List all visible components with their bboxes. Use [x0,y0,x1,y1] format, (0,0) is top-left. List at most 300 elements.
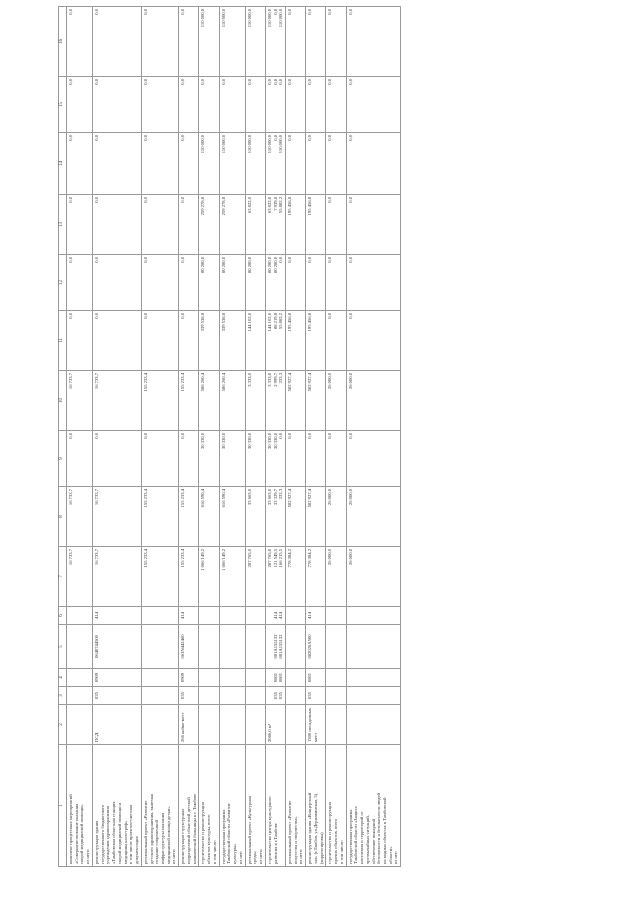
amount-cell [265,487,285,547]
amount-value: 0,0 [200,79,206,85]
amount-value: 0,0 [68,313,73,319]
header-cell: 14 [59,133,67,195]
amount-cell [306,371,326,431]
row-name-line: безопасности и безопасности людей [376,793,382,864]
row-name-line: из него: [298,848,304,864]
code-value: ПСД [93,732,99,742]
code-cell-c3 [346,687,401,705]
amount-value: 26 000,0 [347,373,353,390]
code-value: 0801 [307,672,313,683]
row-name-cell [306,745,326,867]
amount-cell [67,487,93,547]
amount-value: 88 219,8 [272,313,278,330]
amount-value: 586 260,4 [220,373,226,392]
amount-cell [346,431,401,487]
amount-value: 616 590,4 [200,489,206,508]
amount-cell [326,255,346,311]
amount-cell [141,195,178,255]
code-cell-c4 [67,669,93,687]
amount-cell [326,133,346,195]
code-cell-c4 [199,669,219,687]
code-value: 081A155132 [272,634,278,659]
code-cell-c5 [245,625,265,669]
row-name-line: чрезвычайных ситуаций, [364,815,370,864]
amount-value: 259 278,8 [200,197,206,216]
amount-value: 0,0 [272,79,278,85]
amount-cell [245,371,265,431]
amount-cell [179,487,199,547]
row-name-cell [346,745,401,867]
row-name-line: документация [134,836,140,864]
amount-value: 287 765,0 [266,549,272,568]
amount-cell [67,7,93,77]
amount-value: 0,0 [327,197,333,203]
code-cell-c5 [285,625,305,669]
row-name-line: объектов культуры, всего [206,814,212,864]
amount-value: 0,0 [142,433,148,439]
code-value: 035 [272,692,278,699]
code-cell-c4 [92,669,141,687]
amount-value: 0,0 [93,9,99,15]
row-name-line: населения и территорий от [359,811,365,864]
row-name-line: клинической больницы в г. Тамбове [191,793,197,864]
amount-cell [245,255,265,311]
row-name-line: строительство центра культурного [266,796,272,864]
amount-value: 0,0 [220,79,226,85]
amount-cell [141,255,178,311]
amount-cell [245,195,265,255]
amount-value: 110 000,0 [220,135,226,154]
amount-cell [92,255,141,311]
header-cell: 1 [59,745,67,867]
amount-cell [199,195,219,255]
amount-value: 80 280,0 [272,257,278,274]
amount-cell [265,77,285,133]
row-name-cell [245,745,265,867]
amount-value: 0,0 [307,257,313,263]
header-cell: 15 [59,77,67,133]
table-row [199,7,219,867]
amount-cell [219,547,245,607]
code-cell-c4 [245,669,265,687]
amount-cell [306,7,326,77]
row-name-line: строительство и реконструкция [327,802,333,864]
amount-value: 16 733,7 [93,549,99,566]
amount-cell [346,133,401,195]
code-cell-c5 [346,625,401,669]
amount-value: 0,0 [327,433,333,439]
amount-cell [199,77,219,133]
row-name-line: искусства и творчества» [292,816,298,864]
row-name-line: обеспечение пожарной [370,819,376,864]
amount-cell [245,77,265,133]
amount-cell [285,133,305,195]
code-cell-c6 [285,607,305,625]
amount-cell [306,487,326,547]
amount-cell [306,77,326,133]
row-name-line: области» [387,846,393,864]
amount-value: 195 456,8 [286,197,292,216]
amount-value: 7 939,8 [272,197,278,211]
amount-value: 55 882,2 [278,313,284,330]
amount-cell [245,311,265,371]
amount-value: 0,0 [93,197,99,203]
code-cell-c2 [265,705,285,745]
code-cell-c4 [326,669,346,687]
row-name-line: комплекс процессных мероприятий [68,794,73,864]
amount-value: 195 456,8 [307,197,313,216]
budget-table [58,6,401,867]
amount-cell [346,547,401,607]
code-cell-c5 [92,625,141,669]
amount-value: 0,0 [347,9,353,15]
amount-value: 30 330,0 [272,433,278,450]
amount-value: 0,0 [180,313,186,319]
row-name-line: государственного бюджетного [99,804,105,864]
amount-cell [346,487,401,547]
amount-cell [219,487,245,547]
amount-cell [346,255,401,311]
amount-cell [326,431,346,487]
amount-value: 0,0 [347,197,353,203]
amount-value: 144 102,0 [246,313,252,332]
amount-value: 0,0 [286,257,292,263]
amount-value: 16 733,7 [68,549,73,566]
row-name-line: детского здравоохранения, включая [148,794,154,864]
amount-value: 155 233,4 [142,489,148,508]
amount-value: 1 066 149,2 [200,549,206,571]
amount-value: 0,0 [307,433,313,439]
amount-value: 16 733,7 [93,489,99,506]
amount-cell [199,371,219,431]
code-value: 035 [278,692,284,699]
amount-cell [306,133,326,195]
code-cell-c2 [141,705,178,745]
amount-value: 80 280,0 [246,257,252,274]
amount-value: 0,0 [286,433,292,439]
code-cell-c4 [179,669,199,687]
amount-cell [199,547,219,607]
table-row [306,7,326,867]
amount-value: 778 384,2 [286,549,292,568]
amount-cell [285,371,305,431]
amount-value: 0,0 [278,433,284,439]
row-name-line: региональный проект «Развитие [142,800,148,864]
code-cell-c5 [306,625,326,669]
code-cell-c2 [245,705,265,745]
amount-cell [219,195,245,255]
amount-value: 0,0 [246,79,252,85]
header-cell: 16 [59,7,67,77]
amount-value: 0,0 [180,197,186,203]
amount-value: 0,0 [68,135,73,141]
row-name-line: региональный проект «Культурная [246,796,252,864]
row-name-line: государственная программа [347,809,353,864]
code-cell-c4 [265,669,285,687]
code-value: 081A155132 [278,634,284,659]
amount-value: 0,0 [278,257,284,263]
amount-cell [265,255,285,311]
amount-cell [346,371,401,431]
amount-value: 339 538,8 [200,313,206,332]
amount-value: 0,0 [327,79,333,85]
amount-value: 0,0 [307,79,313,85]
code-cell-c5 [326,625,346,669]
code-cell-c5 [179,625,199,669]
amount-cell [265,431,285,487]
amount-value: 80 280,0 [220,257,226,274]
amount-cell [199,431,219,487]
amount-value: 3 333,0 [266,373,272,387]
amount-value: 110 000,0 [246,9,252,28]
code-cell-c3 [179,687,199,705]
row-name-line: инфраструктуры оказания [160,812,166,864]
amount-value: 586 260,4 [200,373,206,392]
amount-value: 582 927,4 [307,373,313,392]
amount-value: 1 066 149,2 [220,549,226,571]
amount-cell [67,133,93,195]
row-name-line: медицины катастроф» [122,820,128,864]
amount-value: 333,3 [278,373,284,384]
row-name-line: Тамбовской области «Развитие [226,803,232,864]
amount-cell [285,77,305,133]
code-value: 0909 [93,672,99,683]
amount-value: 0,0 [142,197,148,203]
amount-cell [179,547,199,607]
amount-cell [265,7,285,77]
amount-cell [67,547,93,607]
code-cell-c4 [141,669,178,687]
amount-value: 155 233,4 [180,489,186,508]
amount-value: 0,0 [93,257,99,263]
amount-cell [306,255,326,311]
code-value: 414 [272,612,278,619]
amount-value: 110 000,0 [266,9,272,28]
amount-cell [199,311,219,371]
amount-value: 0,0 [93,313,99,319]
amount-cell [285,487,305,547]
amount-cell [245,133,265,195]
amount-cell [245,7,265,77]
amount-cell [92,133,141,195]
row-name-line: из него: [258,848,264,864]
code-cell-c3 [199,687,219,705]
amount-cell [219,431,245,487]
amount-cell [285,195,305,255]
code-cell-c3 [285,687,305,705]
amount-cell [179,7,199,77]
amount-value: 155 233,4 [180,549,186,568]
amount-value: 0,0 [272,9,278,15]
amount-value: 0,0 [286,79,292,85]
amount-cell [92,371,141,431]
amount-value: 0,0 [180,257,186,263]
amount-value: 0,0 [286,9,292,15]
code-value: 414 [307,612,313,619]
amount-cell [265,547,285,607]
amount-value: 287 765,0 [246,549,252,568]
amount-value: 0,0 [180,79,186,85]
amount-value: 155 233,4 [142,373,148,392]
amount-value: 110 000,0 [266,135,272,154]
code-cell-c6 [346,607,401,625]
amount-value: 0,0 [142,79,148,85]
code-cell-c6 [92,607,141,625]
code-cell-c3 [67,687,93,705]
code-cell-c3 [219,687,245,705]
amount-value: 155 233,4 [180,373,186,392]
code-cell-c6 [67,607,93,625]
amount-cell [285,431,305,487]
amount-cell [285,255,305,311]
amount-value: 0,0 [347,433,353,439]
row-name-line: скорой медицинской помощи и [116,802,122,864]
code-cell-c6 [306,607,326,625]
amount-value: 16 733,7 [68,373,73,390]
row-name-cell [326,745,346,867]
code-cell-c3 [265,687,285,705]
row-name-line: реконструкция здания «Концертный [307,792,313,864]
amount-cell [179,77,199,133]
row-name-cell [141,745,178,867]
amount-value: 0,0 [68,9,73,15]
row-name-line: скорой медицинской помощи» [79,804,85,864]
code-cell-c3 [326,687,346,705]
code-value: 0801 [278,672,284,683]
amount-cell [67,255,93,311]
amount-value: 616 590,4 [220,489,226,508]
code-cell-c6 [179,607,199,625]
amount-cell [141,7,178,77]
code-cell-c2 [179,705,199,745]
code-cell-c2 [92,705,141,745]
amount-cell [92,431,141,487]
table-row [179,7,199,867]
amount-cell [326,487,346,547]
amount-value: 0,0 [266,79,272,85]
row-name-line: подразделений областной детской [185,797,191,864]
header-cell: 12 [59,255,67,311]
code-value: 414 [278,612,284,619]
amount-value: 144 102,0 [266,313,272,332]
code-cell-c5 [265,625,285,669]
amount-cell [199,487,219,547]
amount-cell [219,311,245,371]
amount-cell [265,133,285,195]
amount-value: 33 663,0 [246,489,252,506]
amount-value: 80 280,0 [200,257,206,274]
row-name-cell [67,745,93,867]
amount-value: 166 215,5 [278,549,284,568]
code-cell-c6 [245,607,265,625]
amount-value: 0,0 [180,433,186,439]
row-name-line: из нее: [393,850,399,864]
amount-value: 110 000,0 [220,9,226,28]
amount-value: 0,0 [327,9,333,15]
amount-value: 582 927,4 [286,489,292,508]
amount-value: 26 000,0 [347,489,353,506]
amount-value: 16 733,7 [93,373,99,390]
code-cell-c4 [346,669,401,687]
amount-cell [141,311,178,371]
row-name-line: развития в г.Тамбове [272,823,278,864]
amount-cell [92,547,141,607]
amount-value: 0,0 [68,433,73,439]
code-cell-c5 [219,625,245,669]
amount-value: 0,0 [142,135,148,141]
amount-value: 110 000,0 [246,135,252,154]
header-cell: 3 [59,687,67,705]
code-cell-c5 [67,625,93,669]
amount-value: 0,0 [347,257,353,263]
table-row [346,7,401,867]
amount-value: 0,0 [307,9,313,15]
code-value: 0801 [272,672,278,683]
code-value: 035 [180,692,186,699]
amount-value: 0,0 [142,257,148,263]
amount-value: 30 330,0 [246,433,252,450]
amount-value: 0,0 [347,79,353,85]
table-row [219,7,245,867]
row-name-line: строительство и реконструкция [200,802,206,864]
row-name-line: реконструкция структурных [180,808,186,864]
amount-value: 30 330,0 [266,433,272,450]
code-cell-c3 [141,687,178,705]
amount-cell [67,77,93,133]
amount-value: 0,0 [142,9,148,15]
amount-value: 333,3 [278,489,284,500]
amount-cell [92,311,141,371]
code-value: 035 [93,692,99,699]
amount-value: 26 000,0 [327,373,333,390]
row-name-line: из него: [85,848,91,864]
amount-value: 0,0 [68,79,73,85]
header-cell: 11 [59,311,67,371]
row-name-line: из него: [171,848,177,864]
amount-cell [219,77,245,133]
amount-value: 55 882,2 [278,197,284,214]
table-row [265,7,285,867]
row-name-line: медицинской помощи детям» [165,806,171,864]
amount-value: 63 822,0 [246,197,252,214]
amount-value: 0,0 [93,135,99,141]
header-cell: 4 [59,669,67,687]
amount-cell [285,311,305,371]
amount-cell [67,195,93,255]
amount-value: 110 000,0 [278,9,284,28]
amount-cell [326,371,346,431]
row-name-line: региональный проект «Развитие [286,800,292,864]
amount-value: 0,0 [180,135,186,141]
amount-cell [326,77,346,133]
row-name-line: Тамбовской области «Защита [353,806,359,864]
amount-cell [141,487,178,547]
header-cell: 6 [59,607,67,625]
row-name-line: государственная программа [220,809,226,864]
code-cell-c5 [141,625,178,669]
amount-value: 0,0 [272,135,278,141]
row-name-cell [219,745,245,867]
amount-value: 110 000,0 [278,135,284,154]
code-value: 414 [93,612,99,619]
amount-value: 0,0 [68,257,73,263]
amount-value: 195 456,8 [307,313,313,332]
header-cell: 2 [59,705,67,745]
row-name-line: среда» [252,851,258,864]
code-cell-c2 [346,705,401,745]
amount-value: 110 000,0 [200,9,206,28]
amount-value: 2 999,7 [272,373,278,387]
